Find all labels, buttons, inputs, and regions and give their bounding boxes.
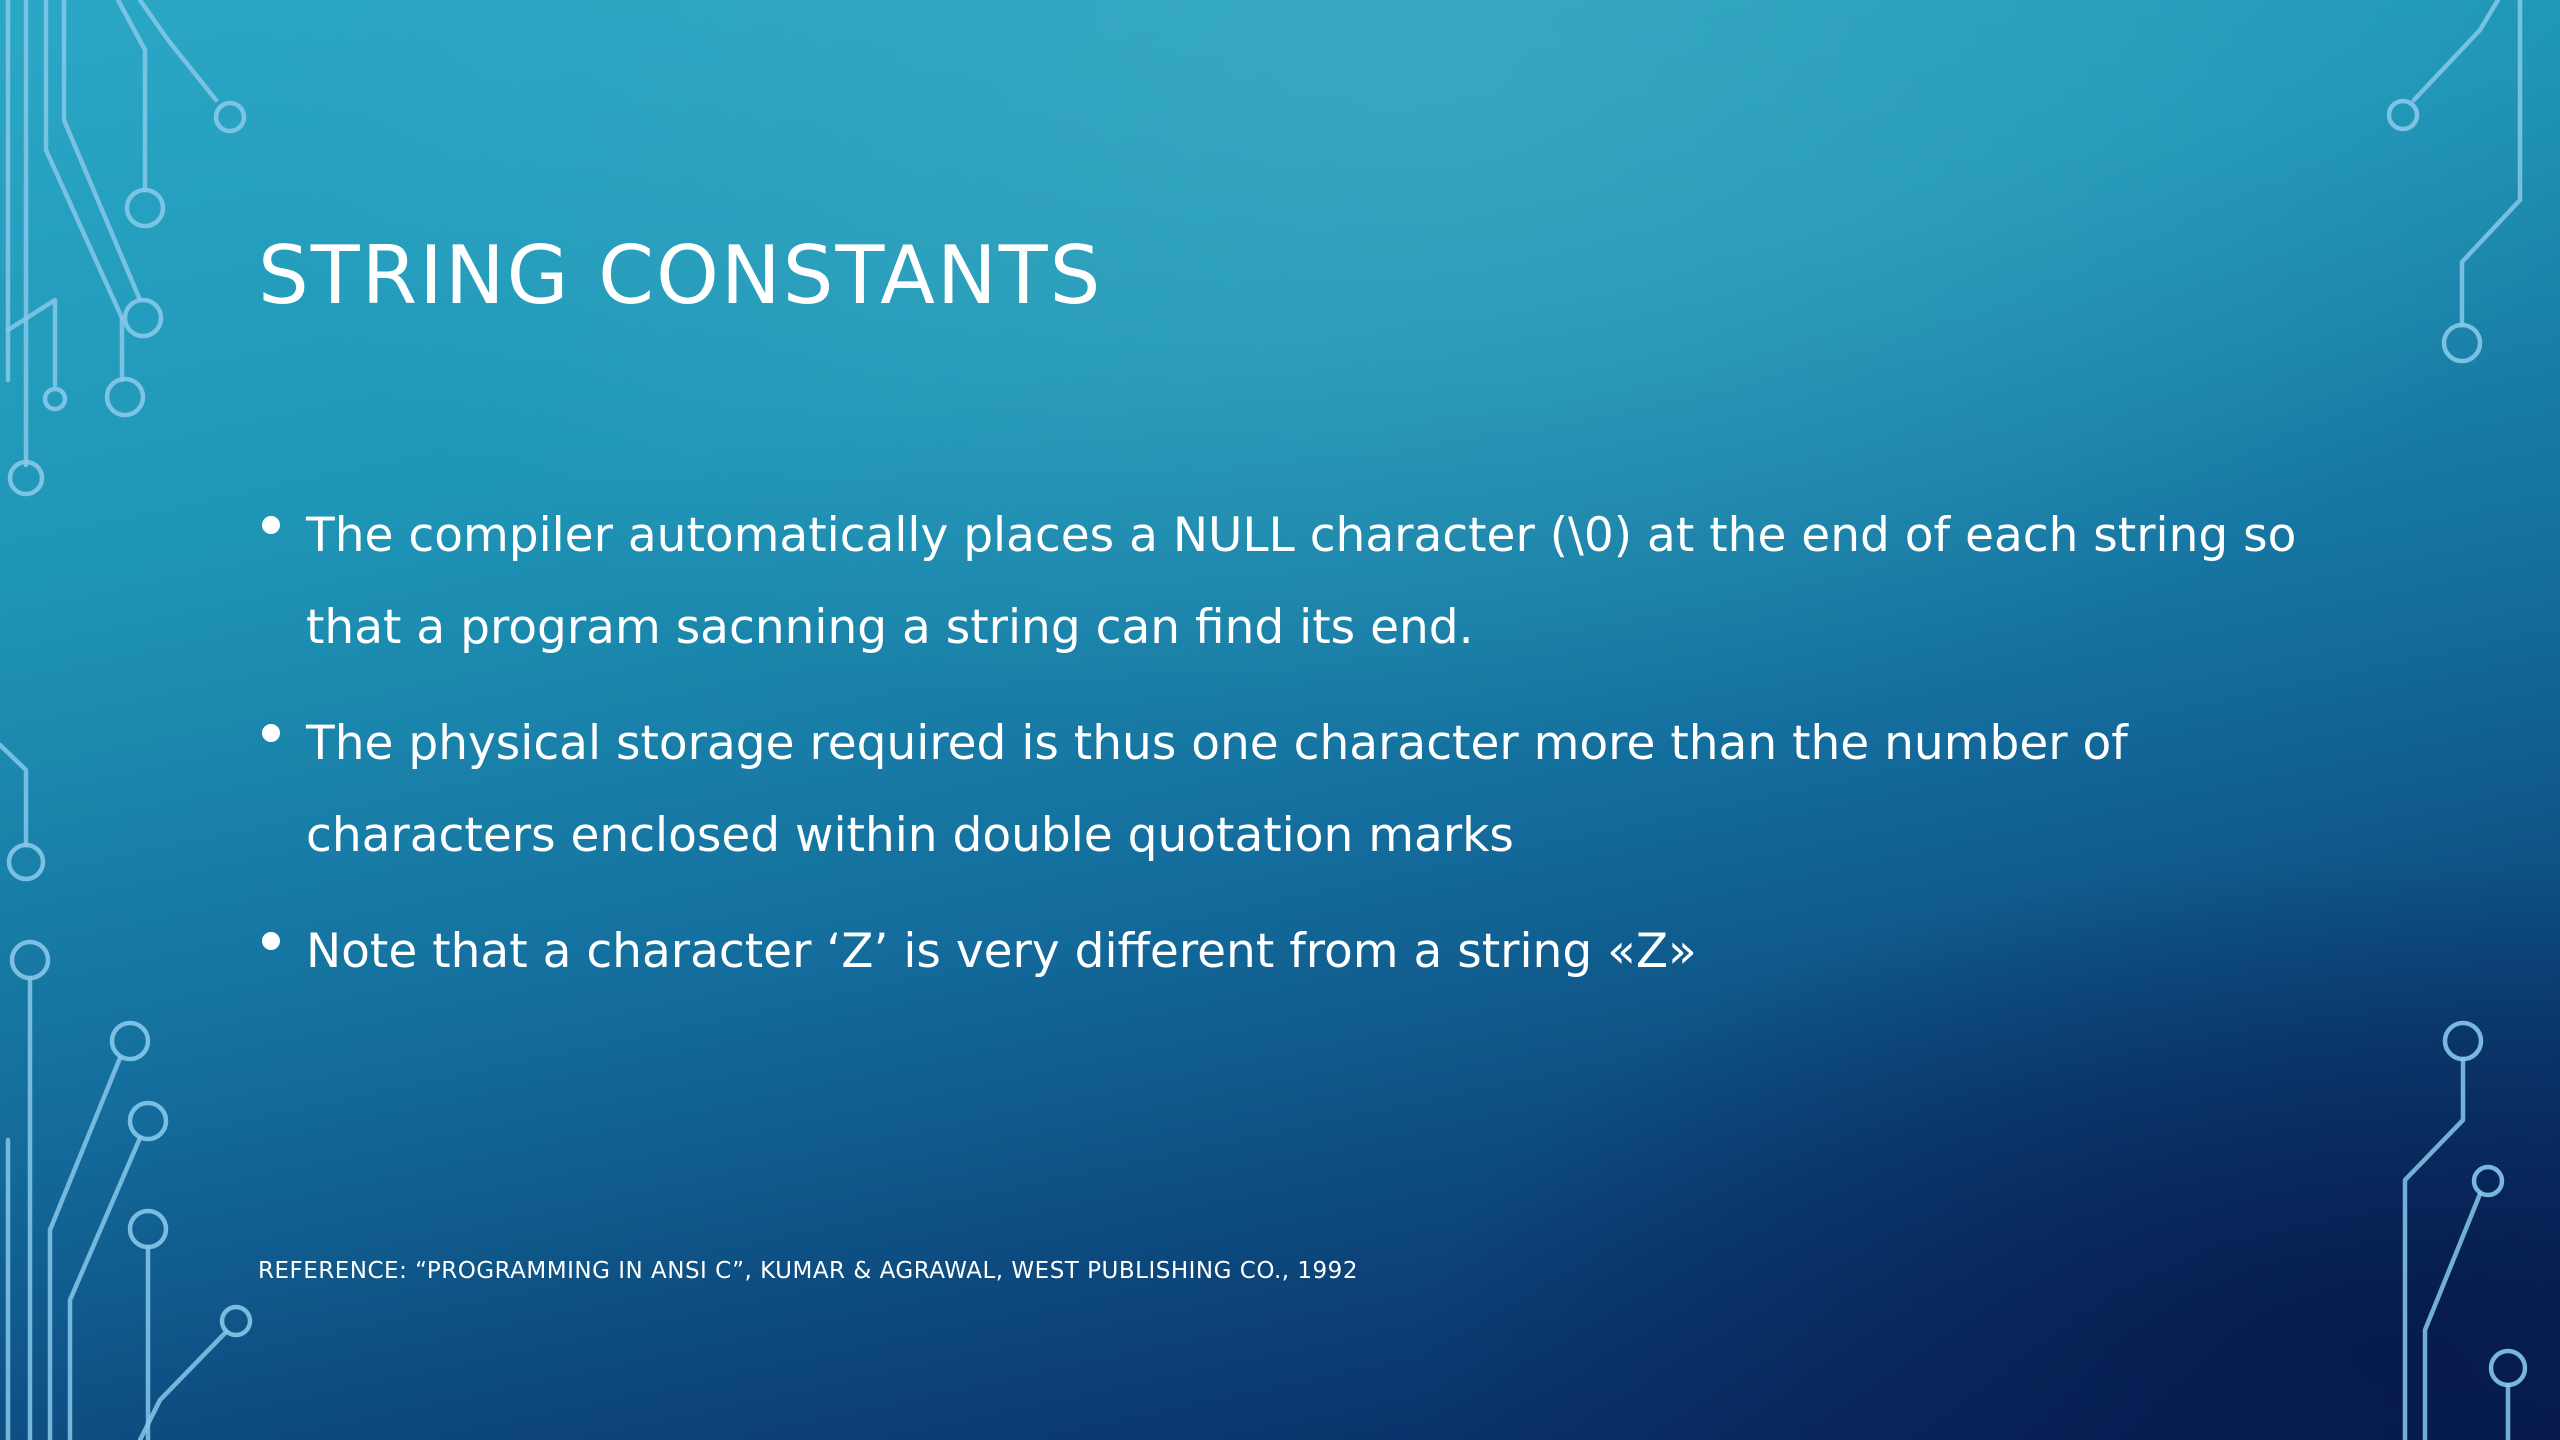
- bullet-dot-icon: [262, 932, 280, 950]
- reference-footnote: REFERENCE: “PROGRAMMING IN ANSI C”, KUMAR & AGRAWAL, WEST PUBLISHING CO., 1992: [258, 1258, 1358, 1284]
- bullet-text: The compiler automatically places a NULL character (\0) at the end of each string so that a program sacnning a string can find its end.: [306, 508, 2297, 655]
- circuit-bottom-left: [8, 942, 250, 1440]
- bullet-list: [258, 490, 2298, 1022]
- circuit-top-left: [8, 0, 244, 494]
- bullet-item-null-terminator: [258, 490, 2298, 674]
- bullet-dot-icon: [262, 724, 280, 742]
- circuit-bottom-right: [2405, 1023, 2525, 1440]
- slide-title: STRING CONSTANTS: [258, 229, 1103, 322]
- circuit-left-middle: [0, 745, 43, 879]
- bullet-item-char-vs-string: [258, 906, 2298, 998]
- bullet-dot-icon: [262, 516, 280, 534]
- bullet-text: The physical storage required is thus one character more than the number of characters enclosed within double quotation marks: [306, 716, 2128, 863]
- bullet-item-storage: [258, 698, 2298, 882]
- circuit-top-right: [2389, 0, 2520, 361]
- bullet-text: Note that a character ‘Z’ is very different from a string «Z»: [306, 924, 1697, 979]
